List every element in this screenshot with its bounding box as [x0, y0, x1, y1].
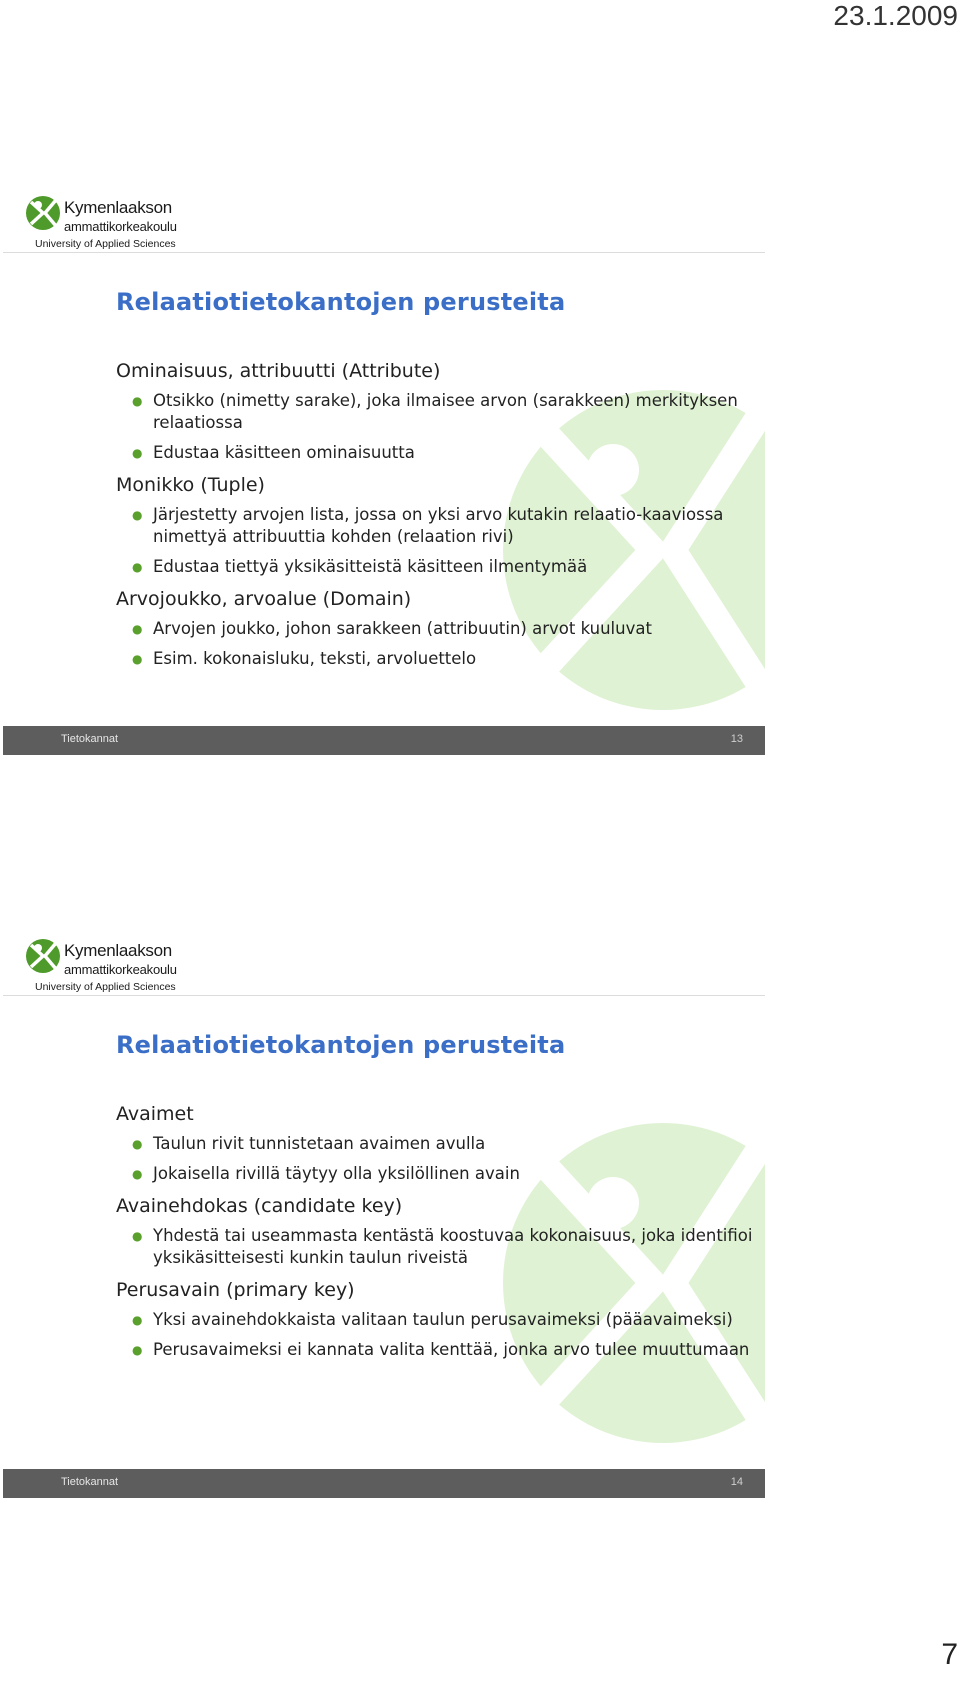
logo-subname: ammattikorkeakoulu	[64, 962, 177, 977]
bullet-icon: ●	[132, 560, 143, 574]
kyamk-logo	[25, 194, 175, 250]
slide-number: 13	[730, 733, 743, 745]
document-date: 23.1.2009	[833, 0, 958, 31]
bullet-item: ● Perusavaimeksi ei kannata valita kenttää, jonka arvo tulee muuttumaan	[132, 1340, 750, 1359]
slide-footer	[3, 726, 765, 755]
logo-subname: ammattikorkeakoulu	[64, 219, 177, 234]
bullet-item: ● Otsikko (nimetty sarake), joka ilmaisee arvon (sarakkeen) merkityksen relaatiossa	[132, 391, 738, 432]
logo-emblem-icon	[25, 194, 61, 232]
bullet-item: ● Yksi avainehdokkaista valitaan taulun perusavaimeksi (pääavaimeksi)	[132, 1310, 733, 1329]
logo-university: University of Applied Sciences	[35, 238, 176, 250]
bullet-item: ● Esim. kokonaisluku, teksti, arvoluettelo	[132, 649, 477, 668]
logo-emblem-icon	[25, 937, 61, 975]
slide-content	[116, 358, 756, 678]
bullet-icon: ●	[132, 508, 143, 522]
kyamk-logo	[25, 937, 175, 993]
slide-13	[3, 190, 765, 755]
slide-number: 14	[730, 1476, 743, 1488]
bullet-item: ● Edustaa tiettyä yksikäsitteistä käsitteen ilmentymää	[132, 557, 588, 576]
logo-name: Kymenlaakson	[64, 198, 172, 217]
header-divider	[3, 252, 765, 253]
header-divider	[3, 995, 765, 996]
bullet-icon: ●	[132, 652, 143, 666]
bullet-icon: ●	[132, 1343, 143, 1357]
bullet-item: ● Arvojen joukko, johon sarakkeen (attribuutin) arvot kuuluvat	[132, 619, 652, 638]
bullet-item: ● Taulun rivit tunnistetaan avaimen avulla	[132, 1134, 486, 1153]
bullet-item: ● Jokaisella rivillä täytyy olla yksilöllinen avain	[132, 1164, 520, 1183]
bullet-icon: ●	[132, 446, 143, 460]
section-heading: Perusavain (primary key)	[116, 1279, 355, 1301]
slide-content	[116, 1101, 756, 1369]
bullet-icon: ●	[132, 394, 143, 408]
section-heading: Avaimet	[116, 1103, 194, 1125]
section-heading: Ominaisuus, attribuutti (Attribute)	[116, 360, 441, 382]
slide-title: Relaatiotietokantojen perusteita	[116, 288, 566, 316]
section-heading: Monikko (Tuple)	[116, 474, 265, 496]
slide-footer	[3, 1469, 765, 1498]
slide-14	[3, 933, 765, 1498]
section-heading: Arvojoukko, arvoalue (Domain)	[116, 588, 412, 610]
bullet-item: ● Järjestetty arvojen lista, jossa on yksi arvo kutakin relaatio-kaaviossa nimettyä attribuuttia kohden (relaation rivi)	[132, 505, 724, 546]
bullet-icon: ●	[132, 622, 143, 636]
bullet-icon: ●	[132, 1313, 143, 1327]
slide-title: Relaatiotietokantojen perusteita	[116, 1031, 566, 1059]
footer-label: Tietokannat	[61, 733, 119, 745]
bullet-icon: ●	[132, 1167, 143, 1181]
bullet-item: ● Edustaa käsitteen ominaisuutta	[132, 443, 415, 462]
page-number: 7	[941, 1638, 958, 1671]
bullet-item: ● Yhdestä tai useammasta kentästä koostuvaa kokonaisuus, joka identifioi yksikäsitteisesti kunkin taulun riveistä	[132, 1226, 753, 1267]
logo-name: Kymenlaakson	[64, 941, 172, 960]
footer-label: Tietokannat	[61, 1476, 119, 1488]
bullet-icon: ●	[132, 1229, 143, 1243]
bullet-icon: ●	[132, 1137, 143, 1151]
logo-university: University of Applied Sciences	[35, 981, 176, 993]
section-heading: Avainehdokas (candidate key)	[116, 1195, 403, 1217]
